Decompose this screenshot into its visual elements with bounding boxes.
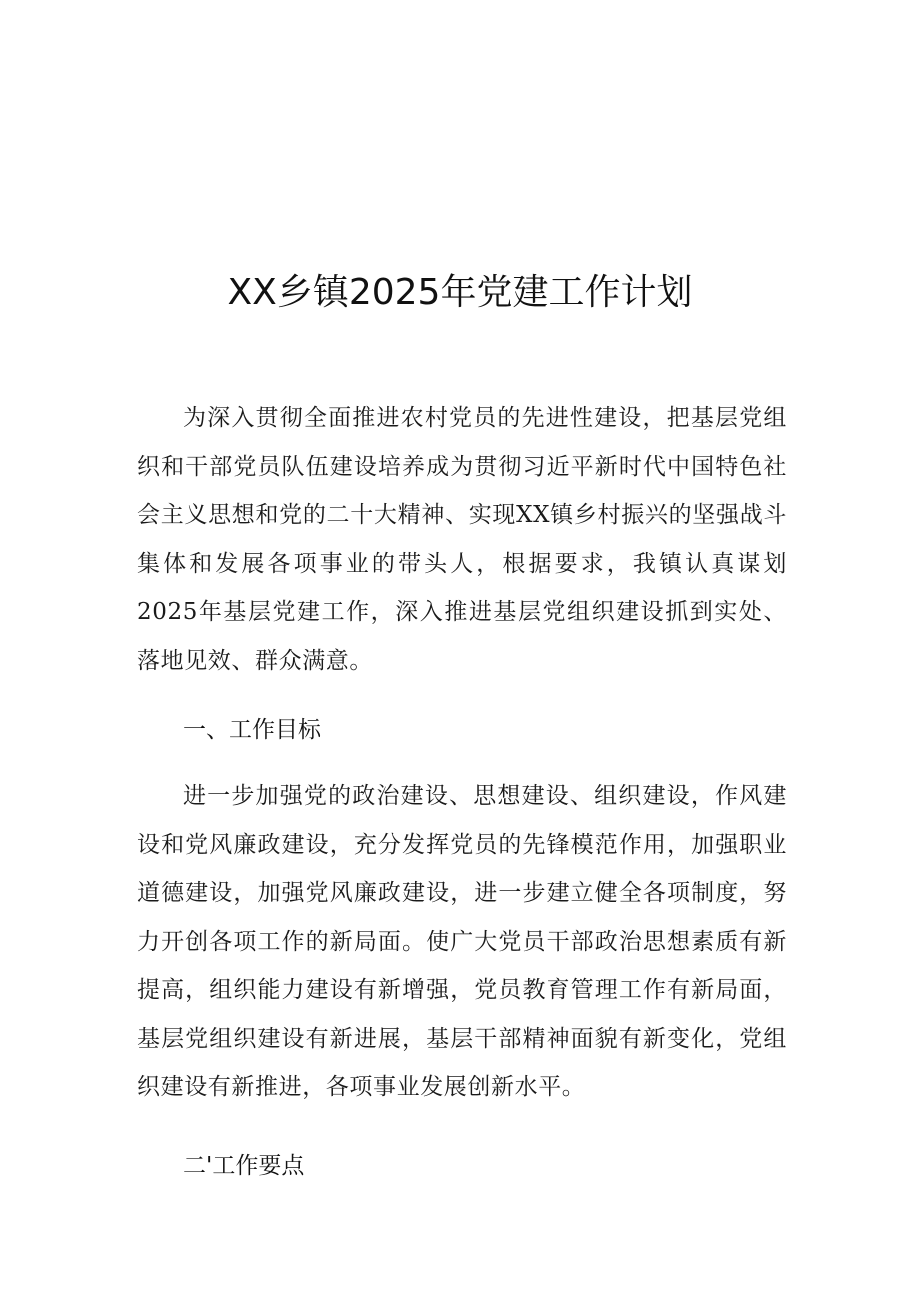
document-title: XX乡镇2025年党建工作计划 [227,272,693,313]
section-heading-key-points: 二'工作要点 [183,1153,305,1179]
goals-paragraph: 进一步加强党的政治建设、思想建设、组织建设，作风建设和党风廉政建设，充分发挥党员的先锋模范作用，加强职业道德建设，加强党风廉政建设，进一步建立健全各项制度，努力开创各项工作的新局面。使广大党员干部政治思想素质有新提高，组织能力建设有新增强，党员教育管理工作有新局面，基层党组织建设有新进展，基层干部精神面貌有新变化，党组织建设有新推进，各项事业发展创新水平。 [137,783,787,1100]
section-heading-goals: 一、工作目标 [183,717,321,743]
intro-paragraph: 为深入贯彻全面推进农村党员的先进性建设，把基层党组织和干部党员队伍建设培养成为贯彻习近平新时代中国特色社会主义思想和党的二十大精神、实现XX镇乡村振兴的坚强战斗集体和发展各项事业的带头人，根据要求，我镇认真谋划2025年基层党建工作，深入推进基层党组织建设抓到实处、落地见效、群众满意。 [137,405,787,674]
